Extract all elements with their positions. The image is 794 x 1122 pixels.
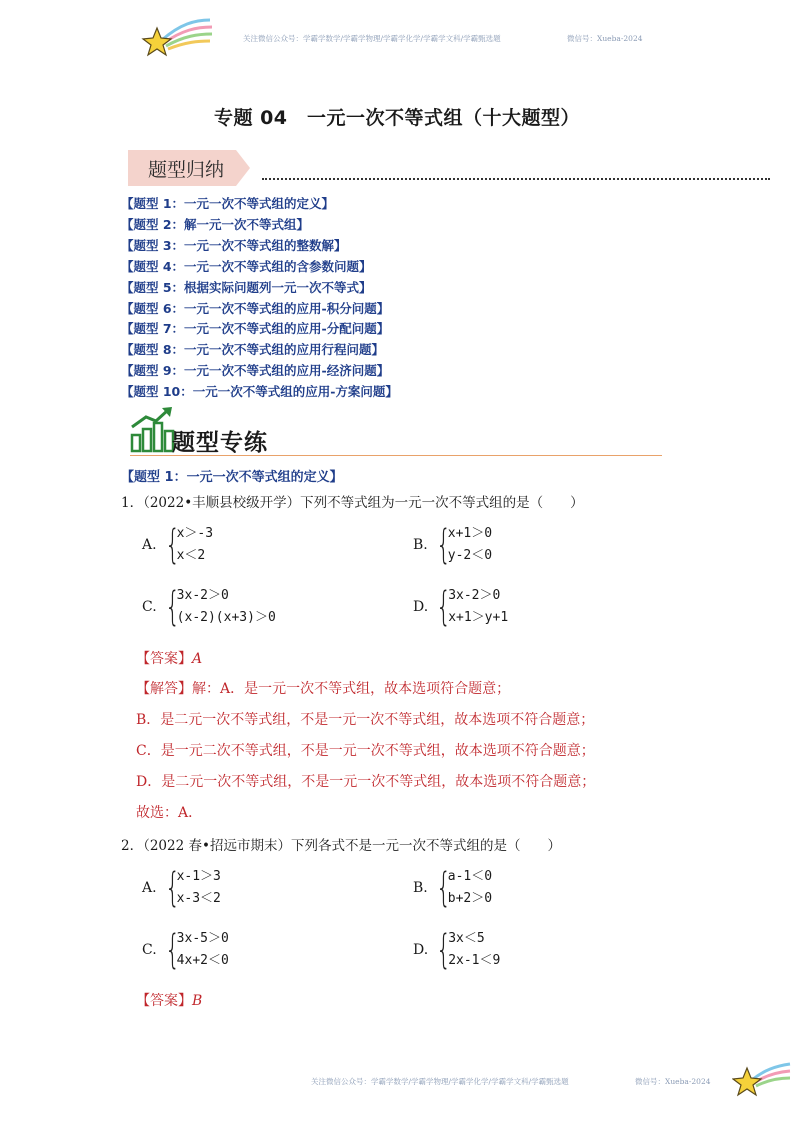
footer-star-logo (732, 1058, 792, 1098)
brace-icon: { (435, 522, 452, 568)
summary-label: 题型归纳 (148, 159, 225, 181)
q1-solution-line: 故选：A． (136, 805, 203, 821)
solution-label: 【解答】 (136, 681, 192, 697)
answer-value: B (192, 993, 203, 1009)
brace-icon: { (164, 865, 180, 911)
toc-item[interactable]: 【题型 4：一元一次不等式组的含参数问题】 (121, 258, 372, 274)
option-letter: B. (413, 880, 428, 896)
chart-growth-icon (128, 405, 176, 453)
answer-label: 【答案】 (136, 651, 192, 667)
option-letter: C. (142, 599, 157, 615)
toc-item[interactable]: 【题型 7：一元一次不等式组的应用-分配问题】 (121, 321, 390, 337)
brace-icon: { (435, 865, 452, 911)
type1-heading: 【题型 1：一元一次不等式组的定义】 (121, 470, 343, 485)
inequality: 3x＜5 (448, 931, 485, 946)
inequality: 2x-1＜9 (448, 953, 501, 968)
inequality: x+1＞y+1 (448, 610, 509, 625)
brace-icon: { (164, 522, 180, 568)
q1-stem: 1．（2022•丰顺县校级开学）下列不等式组为一元一次不等式组的是（ ） (121, 495, 584, 511)
inequality: 3x-5＞0 (176, 931, 229, 946)
inequality: x-1＞3 (176, 869, 221, 884)
option-letter: D. (413, 942, 429, 958)
q2-option-d[interactable] (413, 928, 500, 972)
option-letter: D. (413, 599, 429, 615)
toc-item[interactable]: 【题型 6：一元一次不等式组的应用-积分问题】 (121, 300, 390, 316)
toc-item[interactable]: 【题型 3：一元一次不等式组的整数解】 (121, 237, 347, 253)
answer-value: A (192, 651, 203, 667)
q2-option-a[interactable] (142, 866, 221, 910)
toc-item[interactable]: 【题型 5：根据实际问题列一元一次不等式】 (121, 279, 372, 295)
q1-option-a[interactable] (142, 523, 213, 567)
toc-item[interactable]: 【题型 8：一元一次不等式组的应用行程问题】 (121, 342, 385, 358)
q1-solution-line: B．是二元一次不等式组，不是一元一次不等式组，故本选项不符合题意； (136, 712, 595, 728)
toc-item[interactable]: 【题型 10：一元一次不等式组的应用-方案问题】 (121, 384, 398, 400)
option-letter: A. (142, 537, 157, 553)
inequality: x＞-3 (176, 526, 214, 541)
q1-solution-line (136, 678, 510, 698)
answer-label: 【答案】 (136, 993, 192, 1009)
page-title: 专题 04 一元一次不等式组（十大题型） (213, 107, 581, 129)
practice-label: 题型专练 (172, 430, 268, 456)
q1-option-b[interactable] (413, 523, 492, 567)
toc-item[interactable]: 【题型 2：解一元一次不等式组】 (121, 216, 310, 232)
header-text: 关注微信公众号：学霸学数学/学霸学物理/学霸学化学/学霸学文科/学霸甄选题 (243, 34, 501, 43)
brace-icon: { (436, 927, 452, 973)
q2-option-c[interactable] (142, 928, 229, 972)
dashed-divider (262, 178, 770, 180)
toc-list (121, 194, 398, 403)
brace-icon: { (164, 927, 180, 973)
inequality: x＜2 (176, 548, 206, 563)
brace-icon: { (436, 584, 452, 630)
toc-item[interactable]: 【题型 1：一元一次不等式组的定义】 (121, 196, 335, 211)
option-letter: C. (142, 942, 157, 958)
inequality: x+1＞0 (447, 526, 493, 541)
practice-underline (130, 455, 662, 456)
solution-text: 解：A．是一元一次不等式组，故本选项符合题意； (192, 681, 511, 697)
footer-text: 关注微信公众号：学霸学数学/学霸学物理/学霸学化学/学霸学文科/学霸甄选题 (311, 1077, 569, 1086)
inequality: x-3＜2 (176, 891, 221, 906)
inequality: a-1＜0 (447, 869, 493, 884)
header-wechat: 微信号：Xueba-2024 (567, 34, 643, 43)
option-letter: B. (413, 537, 428, 553)
q1-answer (136, 648, 202, 668)
inequality: b+2＞0 (447, 891, 493, 906)
inequality: y-2＜0 (447, 548, 493, 563)
option-letter: A. (142, 880, 157, 896)
q1-option-c[interactable] (142, 585, 276, 629)
q1-option-d[interactable] (413, 585, 508, 629)
q2-answer (136, 990, 202, 1010)
inequality: 3x-2＞0 (448, 588, 501, 603)
q1-solution-line: D．是二元一次不等式组，不是一元一次不等式组，故本选项不符合题意； (136, 774, 596, 790)
inequality: 4x+2＜0 (176, 953, 229, 968)
header-star-logo (140, 14, 215, 59)
toc-item[interactable]: 【题型 9：一元一次不等式组的应用-经济问题】 (121, 363, 390, 379)
brace-icon: { (164, 584, 180, 630)
q2-option-b[interactable] (413, 866, 492, 910)
q1-solution-line: C．是一元二次不等式组，不是一元一次不等式组，故本选项不符合题意； (136, 743, 595, 759)
inequality: (x-2)(x+3)＞0 (176, 610, 276, 625)
q2-stem: 2．（2022 春•招远市期末）下列各式不是一元一次不等式组的是（ ） (121, 838, 561, 854)
footer-wechat: 微信号：Xueba-2024 (635, 1077, 711, 1086)
inequality: 3x-2＞0 (176, 588, 229, 603)
